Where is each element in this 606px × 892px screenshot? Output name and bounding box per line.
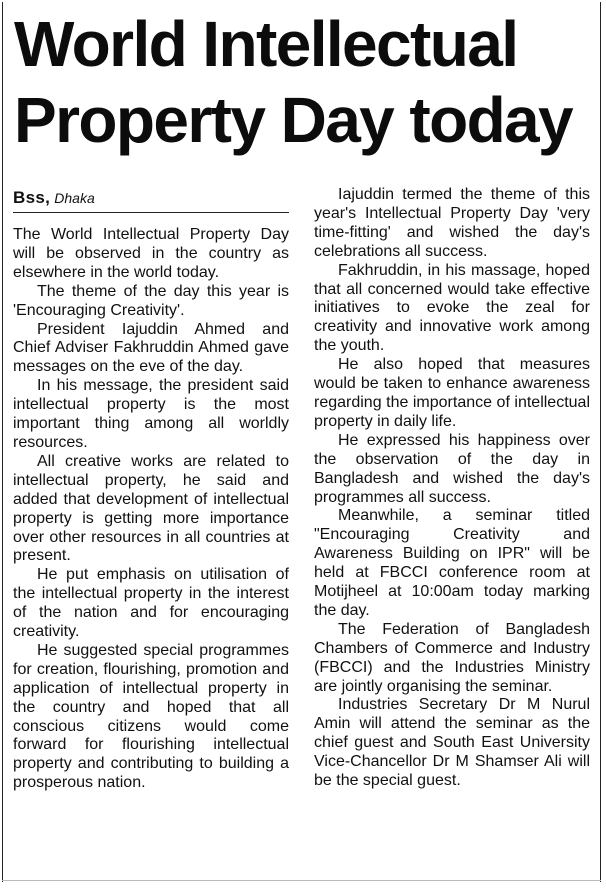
left-border-rule: [2, 2, 3, 882]
byline-agency: Bss,: [13, 188, 51, 207]
paragraph: Iajuddin termed the theme of this year's Intellectual Property Day 'very time-fitting' and wished the day's celebrations all success.: [314, 186, 590, 260]
paragraph: President Iajuddin Ahmed and Chief Adviser Fakhruddin Ahmed gave messages on the eve of the day.: [13, 320, 289, 376]
paragraph: All creative works are related to intellectual property, he said and added that development of intellectual property is getting more importance over other resources in all countries at present.: [13, 452, 289, 565]
paragraph: The theme of the day this year is 'Encouraging Creativity'.: [13, 282, 289, 319]
paragraph: He put emphasis on utilisation of the intellectual property in the interest of the nation and for encouraging creativity.: [13, 566, 289, 641]
byline: [13, 188, 289, 213]
byline-dateline: Dhaka: [54, 190, 95, 206]
headline-line-1: World Intellectual: [14, 8, 518, 80]
paragraph: Fakhruddin, in his massage, hoped that all concerned would take effective initiatives to evoke the zeal for creativity and innovative work among the youth.: [314, 261, 590, 355]
column-divider-rule: [600, 2, 601, 882]
paragraph: The Federation of Bangladesh Chambers of Commerce and Industry (FBCCI) and the Industries Ministry are jointly organising the seminar.: [314, 620, 590, 695]
article-column-1: [13, 226, 289, 793]
paragraph: Industries Secretary Dr M Nurul Amin will attend the seminar as the chief guest and South East University Vice-Chancellor Dr M Shamser Ali will be the special guest.: [314, 696, 590, 790]
paragraph: The World Intellectual Property Day will be observed in the country as elsewhere in the world today.: [13, 226, 289, 281]
paragraph: He also hoped that measures would be taken to enhance awareness regarding the importance of intellectual property in daily life.: [314, 356, 590, 430]
paragraph: In his message, the president said intellectual property is the most important thing among all worldly resources.: [13, 377, 289, 451]
paragraph: Meanwhile, a seminar titled "Encouraging Creativity and Awareness Building on IPR" will be held at FBCCI conference room at Motijheel at 10:00am today marking the day.: [314, 507, 590, 619]
paragraph: He expressed his happiness over the observation of the day in Bangladesh and wished the day's programmes all success.: [314, 431, 590, 506]
bottom-border-rule: [2, 880, 601, 881]
paragraph: He suggested special programmes for creation, flourishing, promotion and application of intellectual property in the country and hoped that all conscious citizens would come forward for flourishing intellectual property and contributing to building a prosperous nation.: [13, 641, 289, 792]
headline-line-2: Property Day today: [14, 84, 573, 156]
article-headline: [14, 6, 598, 158]
article-column-2: [314, 186, 590, 791]
